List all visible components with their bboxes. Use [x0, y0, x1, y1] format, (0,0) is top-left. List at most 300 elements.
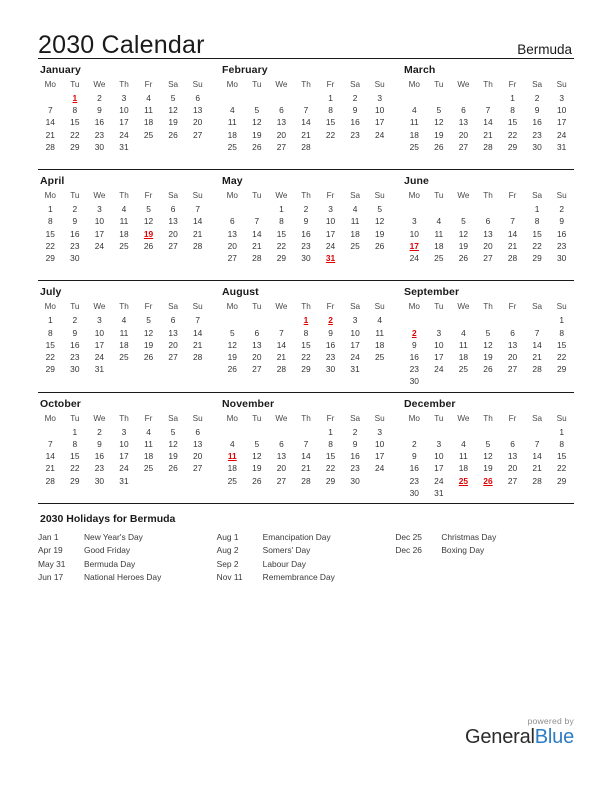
day-cell[interactable]: 15 [507, 117, 518, 128]
day-cell[interactable]: 29 [532, 253, 542, 264]
day-cell-holiday[interactable]: 2 [411, 327, 417, 338]
day-cell-holiday[interactable]: 26 [483, 475, 493, 486]
day-cell[interactable]: 1 [510, 93, 515, 104]
day-cell[interactable]: 28 [45, 141, 55, 152]
day-cell[interactable]: 19 [483, 463, 493, 474]
day-cell[interactable]: 27 [276, 475, 287, 486]
day-cell[interactable]: 30 [557, 253, 567, 264]
day-cell[interactable]: 1 [328, 426, 333, 437]
day-cell[interactable]: 9 [97, 438, 102, 449]
day-cell[interactable]: 27 [193, 129, 203, 140]
day-cell[interactable]: 23 [301, 240, 311, 251]
day-cell[interactable]: 21 [507, 240, 518, 251]
day-cell[interactable]: 26 [168, 129, 178, 140]
day-cell[interactable]: 5 [254, 105, 260, 116]
day-cell[interactable]: 4 [229, 438, 235, 449]
day-cell[interactable]: 18 [143, 117, 154, 128]
day-cell[interactable]: 6 [279, 105, 284, 116]
day-cell[interactable]: 6 [279, 438, 284, 449]
day-cell[interactable]: 16 [350, 451, 360, 462]
day-cell[interactable]: 13 [507, 339, 518, 350]
day-cell[interactable]: 17 [375, 451, 385, 462]
day-cell[interactable]: 18 [227, 129, 237, 140]
day-cell[interactable]: 17 [325, 228, 336, 239]
day-cell[interactable]: 19 [434, 129, 444, 140]
day-cell[interactable]: 6 [229, 216, 235, 227]
day-cell[interactable]: 18 [458, 352, 469, 363]
day-cell[interactable]: 26 [252, 475, 262, 486]
day-cell[interactable]: 22 [70, 463, 80, 474]
day-cell[interactable]: 5 [254, 438, 260, 449]
day-cell-holiday[interactable]: 17 [409, 240, 419, 251]
day-cell[interactable]: 11 [459, 339, 468, 350]
day-cell[interactable]: 3 [121, 426, 127, 437]
day-cell[interactable]: 14 [193, 216, 203, 227]
day-cell[interactable]: 27 [252, 364, 262, 375]
day-cell[interactable]: 24 [119, 463, 129, 474]
day-cell[interactable]: 20 [507, 463, 518, 474]
day-cell[interactable]: 2 [411, 438, 417, 449]
day-cell[interactable]: 15 [45, 339, 55, 350]
day-cell[interactable]: 21 [301, 129, 311, 140]
day-cell[interactable]: 4 [436, 216, 442, 227]
day-cell[interactable]: 17 [350, 339, 360, 350]
day-cell[interactable]: 16 [409, 352, 419, 363]
day-cell[interactable]: 17 [434, 352, 444, 363]
day-cell[interactable]: 22 [301, 352, 311, 363]
day-cell[interactable]: 6 [254, 327, 260, 338]
day-cell[interactable]: 6 [170, 204, 176, 215]
day-cell[interactable]: 1 [47, 204, 53, 215]
day-cell[interactable]: 20 [507, 352, 518, 363]
day-cell[interactable]: 20 [168, 339, 178, 350]
day-cell[interactable]: 26 [227, 364, 237, 375]
day-cell[interactable]: 27 [507, 475, 518, 486]
day-cell[interactable]: 6 [485, 216, 491, 227]
day-cell[interactable]: 28 [45, 475, 55, 486]
day-cell[interactable]: 21 [45, 463, 55, 474]
day-cell[interactable]: 11 [119, 327, 129, 338]
day-cell[interactable]: 2 [352, 426, 358, 437]
day-cell[interactable]: 14 [532, 451, 542, 462]
day-cell[interactable]: 1 [279, 204, 284, 215]
day-cell[interactable]: 7 [534, 438, 540, 449]
day-cell[interactable]: 18 [434, 240, 444, 251]
day-cell-holiday[interactable]: 1 [303, 315, 309, 326]
day-cell[interactable]: 28 [301, 475, 311, 486]
day-cell[interactable]: 30 [301, 253, 311, 264]
day-cell[interactable]: 6 [170, 315, 176, 326]
day-cell[interactable]: 30 [532, 141, 542, 152]
day-cell[interactable]: 22 [532, 240, 542, 251]
day-cell[interactable]: 6 [195, 93, 201, 104]
day-cell[interactable]: 22 [325, 129, 336, 140]
day-cell[interactable]: 5 [146, 204, 151, 215]
day-cell[interactable]: 7 [279, 327, 284, 338]
day-cell[interactable]: 4 [146, 426, 151, 437]
day-cell[interactable]: 8 [534, 216, 540, 227]
day-cell[interactable]: 31 [350, 364, 360, 375]
day-cell[interactable]: 13 [276, 451, 287, 462]
day-cell[interactable]: 13 [276, 117, 287, 128]
day-cell[interactable]: 29 [70, 475, 80, 486]
day-cell[interactable]: 18 [119, 228, 129, 239]
day-cell[interactable]: 10 [557, 105, 567, 116]
day-cell[interactable]: 29 [70, 141, 80, 152]
day-cell[interactable]: 28 [193, 352, 203, 363]
day-cell[interactable]: 14 [483, 117, 493, 128]
day-cell[interactable]: 16 [70, 228, 80, 239]
day-cell[interactable]: 19 [252, 463, 262, 474]
day-cell[interactable]: 10 [434, 451, 444, 462]
day-cell[interactable]: 5 [377, 204, 383, 215]
day-cell[interactable]: 21 [483, 129, 493, 140]
day-cell[interactable]: 19 [252, 129, 262, 140]
day-cell[interactable]: 15 [276, 228, 287, 239]
day-cell[interactable]: 3 [411, 216, 417, 227]
day-cell[interactable]: 8 [279, 216, 284, 227]
day-cell[interactable]: 12 [252, 117, 262, 128]
day-cell[interactable]: 15 [70, 451, 80, 462]
day-cell[interactable]: 3 [97, 315, 102, 326]
day-cell[interactable]: 29 [507, 141, 518, 152]
day-cell[interactable]: 13 [193, 438, 203, 449]
day-cell[interactable]: 7 [195, 204, 201, 215]
day-cell[interactable]: 20 [168, 228, 178, 239]
day-cell[interactable]: 16 [70, 339, 80, 350]
day-cell[interactable]: 9 [534, 105, 540, 116]
day-cell[interactable]: 3 [121, 93, 127, 104]
day-cell[interactable]: 16 [350, 117, 360, 128]
day-cell[interactable]: 25 [458, 364, 469, 375]
day-cell[interactable]: 26 [143, 240, 154, 251]
day-cell[interactable]: 16 [94, 117, 105, 128]
day-cell[interactable]: 9 [352, 105, 358, 116]
day-cell[interactable]: 26 [252, 141, 262, 152]
day-cell[interactable]: 24 [375, 463, 385, 474]
day-cell[interactable]: 14 [193, 327, 203, 338]
day-cell[interactable]: 12 [227, 339, 237, 350]
day-cell[interactable]: 20 [458, 129, 469, 140]
day-cell[interactable]: 9 [411, 451, 417, 462]
day-cell[interactable]: 9 [303, 216, 309, 227]
day-cell[interactable]: 13 [252, 339, 262, 350]
day-cell[interactable]: 25 [350, 240, 360, 251]
day-cell[interactable]: 22 [45, 352, 55, 363]
day-cell[interactable]: 8 [328, 105, 333, 116]
day-cell[interactable]: 31 [119, 141, 129, 152]
day-cell[interactable]: 24 [409, 253, 419, 264]
day-cell[interactable]: 25 [434, 253, 444, 264]
day-cell[interactable]: 16 [557, 228, 567, 239]
day-cell[interactable]: 24 [94, 352, 105, 363]
day-cell[interactable]: 6 [510, 438, 515, 449]
day-cell[interactable]: 19 [143, 339, 154, 350]
day-cell[interactable]: 24 [434, 475, 444, 486]
day-cell[interactable]: 17 [557, 117, 567, 128]
day-cell[interactable]: 29 [301, 364, 311, 375]
day-cell[interactable]: 14 [301, 117, 311, 128]
day-cell[interactable]: 28 [532, 475, 542, 486]
day-cell[interactable]: 25 [375, 352, 385, 363]
day-cell[interactable]: 15 [557, 339, 567, 350]
day-cell[interactable]: 10 [434, 339, 444, 350]
day-cell[interactable]: 24 [94, 240, 105, 251]
day-cell[interactable]: 3 [377, 93, 383, 104]
day-cell[interactable]: 7 [47, 438, 53, 449]
day-cell[interactable]: 5 [146, 315, 151, 326]
day-cell[interactable]: 8 [303, 327, 309, 338]
day-cell[interactable]: 27 [193, 463, 203, 474]
day-cell[interactable]: 14 [45, 117, 55, 128]
day-cell[interactable]: 29 [325, 475, 336, 486]
day-cell[interactable]: 22 [557, 463, 567, 474]
day-cell[interactable]: 11 [350, 216, 360, 227]
day-cell[interactable]: 5 [229, 327, 235, 338]
day-cell-holiday[interactable]: 2 [328, 315, 333, 326]
day-cell[interactable]: 24 [557, 129, 567, 140]
day-cell[interactable]: 8 [328, 438, 333, 449]
day-cell[interactable]: 19 [375, 228, 385, 239]
day-cell[interactable]: 4 [229, 105, 235, 116]
day-cell-holiday[interactable]: 11 [227, 451, 237, 462]
day-cell[interactable]: 18 [409, 129, 419, 140]
day-cell[interactable]: 13 [193, 105, 203, 116]
day-cell[interactable]: 16 [301, 228, 311, 239]
day-cell[interactable]: 31 [557, 141, 567, 152]
day-cell[interactable]: 7 [485, 105, 491, 116]
day-cell[interactable]: 5 [461, 216, 466, 227]
day-cell[interactable]: 4 [146, 93, 151, 104]
day-cell[interactable]: 21 [276, 352, 287, 363]
day-cell[interactable]: 14 [45, 451, 55, 462]
day-cell[interactable]: 1 [534, 204, 540, 215]
day-cell[interactable]: 2 [534, 93, 540, 104]
day-cell[interactable]: 7 [254, 216, 260, 227]
day-cell[interactable]: 23 [532, 129, 542, 140]
day-cell[interactable]: 3 [352, 315, 358, 326]
day-cell[interactable]: 28 [532, 364, 542, 375]
day-cell[interactable]: 25 [227, 475, 237, 486]
day-cell[interactable]: 3 [377, 426, 383, 437]
day-cell[interactable]: 11 [227, 117, 237, 128]
day-cell[interactable]: 11 [434, 228, 444, 239]
day-cell[interactable]: 12 [168, 105, 178, 116]
day-cell[interactable]: 29 [557, 364, 567, 375]
day-cell[interactable]: 18 [350, 228, 360, 239]
day-cell[interactable]: 8 [47, 216, 53, 227]
day-cell[interactable]: 20 [252, 352, 262, 363]
day-cell[interactable]: 17 [119, 117, 129, 128]
day-cell[interactable]: 24 [375, 129, 385, 140]
day-cell[interactable]: 28 [483, 141, 493, 152]
day-cell[interactable]: 12 [483, 451, 493, 462]
day-cell[interactable]: 10 [94, 216, 105, 227]
day-cell[interactable]: 8 [559, 438, 565, 449]
day-cell[interactable]: 17 [94, 228, 105, 239]
day-cell[interactable]: 23 [409, 364, 419, 375]
day-cell[interactable]: 12 [168, 438, 178, 449]
day-cell[interactable]: 7 [47, 105, 53, 116]
day-cell[interactable]: 19 [227, 352, 237, 363]
day-cell[interactable]: 3 [97, 204, 102, 215]
day-cell[interactable]: 26 [458, 253, 469, 264]
day-cell[interactable]: 17 [119, 451, 129, 462]
day-cell[interactable]: 22 [557, 352, 567, 363]
day-cell[interactable]: 16 [325, 339, 336, 350]
day-cell[interactable]: 4 [411, 105, 417, 116]
day-cell[interactable]: 10 [119, 105, 129, 116]
day-cell[interactable]: 29 [276, 253, 287, 264]
day-cell[interactable]: 8 [559, 327, 565, 338]
day-cell[interactable]: 31 [434, 487, 444, 498]
day-cell[interactable]: 2 [559, 204, 565, 215]
day-cell[interactable]: 1 [559, 426, 565, 437]
day-cell[interactable]: 21 [532, 463, 542, 474]
day-cell[interactable]: 29 [45, 253, 55, 264]
day-cell[interactable]: 9 [72, 327, 78, 338]
day-cell[interactable]: 23 [94, 129, 105, 140]
day-cell[interactable]: 4 [461, 327, 466, 338]
day-cell[interactable]: 22 [276, 240, 287, 251]
day-cell[interactable]: 30 [94, 141, 105, 152]
day-cell[interactable]: 18 [227, 463, 237, 474]
day-cell[interactable]: 1 [559, 315, 565, 326]
day-cell[interactable]: 13 [168, 216, 178, 227]
day-cell[interactable]: 25 [143, 463, 154, 474]
day-cell-holiday[interactable]: 1 [72, 93, 78, 104]
day-cell-holiday[interactable]: 25 [458, 475, 469, 486]
day-cell[interactable]: 2 [352, 93, 358, 104]
day-cell[interactable]: 20 [193, 451, 203, 462]
day-cell[interactable]: 25 [119, 240, 129, 251]
day-cell[interactable]: 26 [168, 463, 178, 474]
day-cell[interactable]: 25 [119, 352, 129, 363]
day-cell[interactable]: 29 [557, 475, 567, 486]
day-cell[interactable]: 5 [436, 105, 442, 116]
day-cell[interactable]: 5 [485, 438, 491, 449]
day-cell[interactable]: 27 [168, 352, 178, 363]
day-cell[interactable]: 25 [227, 141, 237, 152]
day-cell[interactable]: 21 [193, 339, 203, 350]
day-cell[interactable]: 30 [325, 364, 336, 375]
day-cell[interactable]: 20 [227, 240, 237, 251]
day-cell[interactable]: 2 [97, 426, 102, 437]
day-cell[interactable]: 23 [350, 463, 360, 474]
day-cell[interactable]: 8 [72, 105, 78, 116]
day-cell[interactable]: 30 [409, 376, 419, 387]
day-cell[interactable]: 13 [458, 117, 469, 128]
day-cell[interactable]: 26 [375, 240, 385, 251]
day-cell[interactable]: 11 [459, 451, 468, 462]
day-cell[interactable]: 29 [45, 364, 55, 375]
day-cell[interactable]: 20 [193, 117, 203, 128]
day-cell[interactable]: 14 [252, 228, 262, 239]
day-cell[interactable]: 28 [252, 253, 262, 264]
day-cell[interactable]: 16 [532, 117, 542, 128]
day-cell[interactable]: 22 [507, 129, 518, 140]
day-cell[interactable]: 18 [143, 451, 154, 462]
day-cell[interactable]: 26 [434, 141, 444, 152]
day-cell[interactable]: 23 [70, 240, 80, 251]
day-cell[interactable]: 22 [45, 240, 55, 251]
day-cell[interactable]: 6 [461, 105, 466, 116]
day-cell[interactable]: 31 [94, 364, 105, 375]
day-cell[interactable]: 24 [119, 129, 129, 140]
day-cell[interactable]: 15 [325, 117, 336, 128]
day-cell[interactable]: 28 [507, 253, 518, 264]
day-cell[interactable]: 28 [276, 364, 287, 375]
day-cell[interactable]: 11 [144, 438, 153, 449]
day-cell[interactable]: 9 [72, 216, 78, 227]
day-cell[interactable]: 23 [557, 240, 567, 251]
day-cell[interactable]: 24 [434, 364, 444, 375]
day-cell[interactable]: 1 [328, 93, 333, 104]
day-cell[interactable]: 14 [532, 339, 542, 350]
day-cell[interactable]: 5 [170, 93, 176, 104]
day-cell[interactable]: 24 [325, 240, 336, 251]
day-cell[interactable]: 23 [350, 129, 360, 140]
day-cell[interactable]: 7 [534, 327, 540, 338]
day-cell[interactable]: 30 [70, 253, 80, 264]
day-cell[interactable]: 10 [94, 327, 105, 338]
day-cell[interactable]: 11 [409, 117, 419, 128]
day-cell[interactable]: 4 [121, 315, 127, 326]
day-cell[interactable]: 27 [227, 253, 237, 264]
day-cell[interactable]: 19 [168, 451, 178, 462]
day-cell[interactable]: 8 [47, 327, 53, 338]
day-cell[interactable]: 2 [97, 93, 102, 104]
day-cell[interactable]: 12 [483, 339, 493, 350]
day-cell[interactable]: 20 [483, 240, 493, 251]
footer-logo[interactable] [465, 716, 574, 747]
day-cell[interactable]: 3 [436, 327, 442, 338]
day-cell[interactable]: 30 [350, 475, 360, 486]
day-cell[interactable]: 10 [119, 438, 129, 449]
day-cell[interactable]: 6 [195, 426, 201, 437]
day-cell[interactable]: 30 [409, 487, 419, 498]
day-cell[interactable]: 18 [119, 339, 129, 350]
day-cell[interactable]: 12 [375, 216, 385, 227]
day-cell[interactable]: 11 [144, 105, 153, 116]
day-cell[interactable]: 4 [121, 204, 127, 215]
day-cell[interactable]: 17 [434, 463, 444, 474]
day-cell[interactable]: 13 [507, 451, 518, 462]
day-cell-holiday[interactable]: 19 [143, 228, 154, 239]
day-cell[interactable]: 10 [375, 438, 385, 449]
day-cell[interactable]: 31 [119, 475, 129, 486]
day-cell[interactable]: 8 [510, 105, 515, 116]
day-cell[interactable]: 16 [94, 451, 105, 462]
day-cell[interactable]: 1 [72, 426, 78, 437]
day-cell[interactable]: 23 [94, 463, 105, 474]
day-cell[interactable]: 27 [276, 141, 287, 152]
day-cell[interactable]: 9 [352, 438, 358, 449]
day-cell[interactable]: 10 [350, 327, 360, 338]
day-cell[interactable]: 21 [252, 240, 262, 251]
day-cell[interactable]: 23 [70, 352, 80, 363]
day-cell[interactable]: 19 [483, 352, 493, 363]
day-cell[interactable]: 14 [301, 451, 311, 462]
day-cell[interactable]: 15 [301, 339, 311, 350]
day-cell[interactable]: 7 [195, 315, 201, 326]
day-cell[interactable]: 15 [557, 451, 567, 462]
day-cell[interactable]: 15 [70, 117, 80, 128]
day-cell[interactable]: 12 [143, 327, 154, 338]
day-cell[interactable]: 4 [352, 204, 358, 215]
day-cell[interactable]: 4 [377, 315, 383, 326]
day-cell[interactable]: 24 [350, 352, 360, 363]
